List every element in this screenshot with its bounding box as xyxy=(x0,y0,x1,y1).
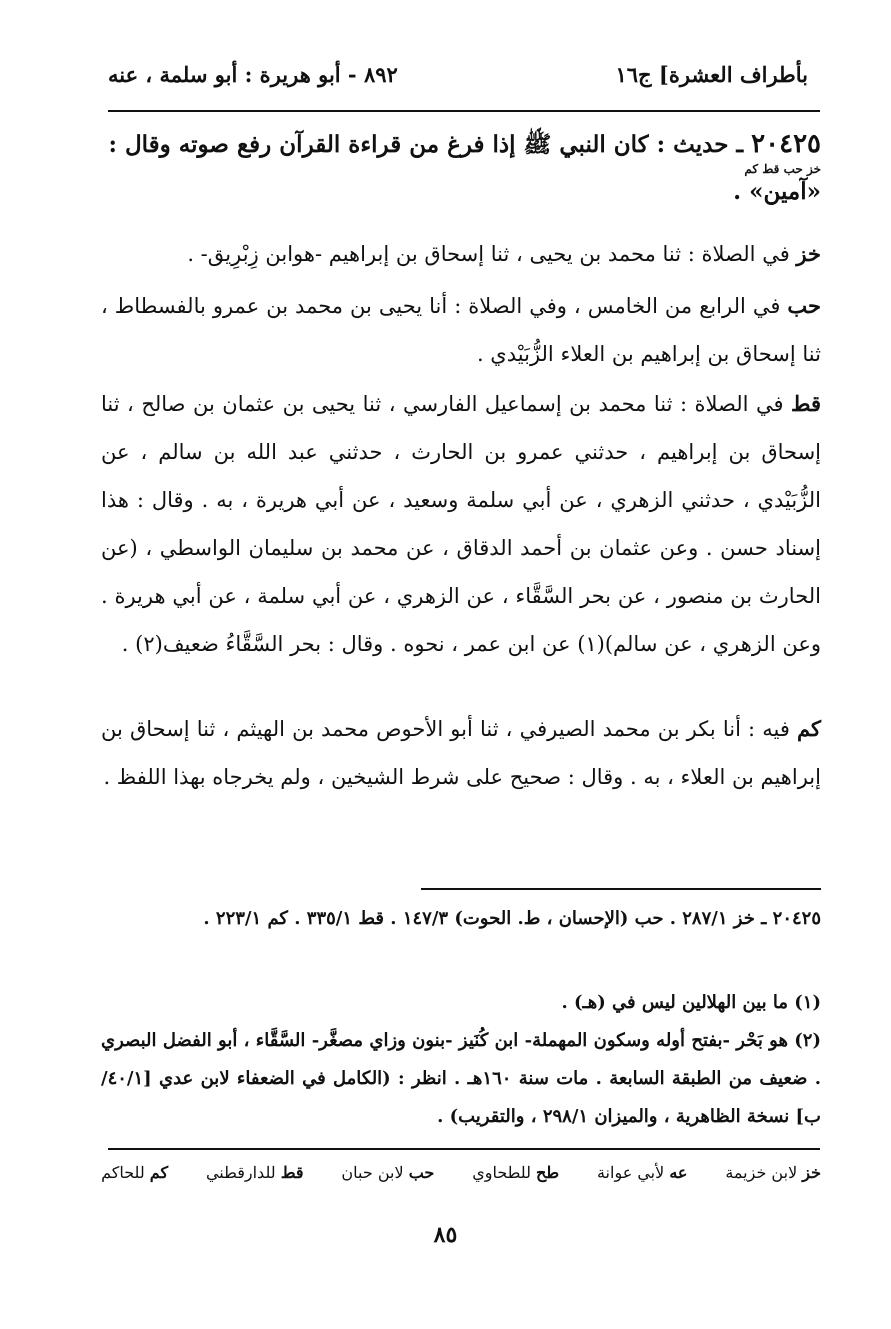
source-paragraph xyxy=(101,230,821,278)
footnote-rule xyxy=(421,888,821,890)
source-abbr: كم xyxy=(797,716,821,741)
source-abbr: قط xyxy=(791,391,821,416)
hadith-text: ـ حديث : كان النبي ﷺ إذا فرغ من قراءة القرآن رفع صوته وقال : xyxy=(108,131,752,158)
source-abbr: حب xyxy=(787,293,821,318)
legend-item: خز لابن خزيمة xyxy=(725,1163,821,1182)
footnote-reference: ٢٠٤٢٥ ـ خز ٢٨٧/١ . حب (الإحسان ، ط. الحوت) ١٤٧/٣ . قط ٣٣٥/١ . كم ٢٢٣/١ . xyxy=(203,908,821,929)
legend-item: قط للدارقطني xyxy=(205,1163,304,1182)
source-paragraph xyxy=(101,705,821,801)
footnote-1: (١) ما بين الهلالين ليس في (هـ) . xyxy=(561,992,821,1013)
header-context: ٨٩٢ - أبو هريرة : أبو سلمة ، عنه xyxy=(108,62,398,87)
source-paragraph xyxy=(101,380,821,668)
source-text: فيه : أنا بكر بن محمد الصيرفي ، ثنا أبو الأحوص محمد بن الهيثم ، ثنا إسحاق بن إبراهيم بن العلاء ، به . وقال : صحيح على شرط الشيخين ، ولم يخرجاه بهذا اللفظ . xyxy=(101,717,821,789)
page-number: ٨٥ xyxy=(433,1222,458,1248)
legend-item: طح للطحاوي xyxy=(472,1163,560,1182)
source-text: في الرابع من الخامس ، وفي الصلاة : أنا يحيى بن محمد بن عمرو بالفسطاط ، ثنا إسحاق بن إبراهيم بن العلاء الزُّبَيْدي . xyxy=(101,294,821,366)
hadith-number: ٢٠٤٢٥ xyxy=(751,129,821,159)
source-paragraph xyxy=(101,282,821,378)
hadith-heading xyxy=(101,128,821,161)
legend-item: عه لأبي عوانة xyxy=(596,1163,688,1182)
legend-item: كم للحاكم xyxy=(101,1163,169,1182)
legend-rule xyxy=(108,1148,820,1150)
source-text: في الصلاة : ثنا محمد بن إسماعيل الفارسي ، ثنا يحيى بن عثمان بن صالح ، ثنا إسحاق بن إبراهيم ، حدثني عمرو بن الحارث ، حدثني عبد الله بن سالم ، عن الزُّبَيْدي ، حدثني الزهري ، عن أبي سلمة وسعيد ، عن أبي هريرة ، به . وقال : هذا إسناد حسن . وعن عثمان بن أحمد الدقاق ، عن محمد بن سليمان الواسطي ، (عن الحارث بن منصور ، عن بحر السَّقَّاء ، عن الزهري ، عن أبي سلمة ، عن أبي هريرة . وعن الزهري ، عن سالم)(١) عن ابن عمر ، نحوه . وقال : بحر السَّقَّاءُ ضعيف(٢) . xyxy=(101,392,821,656)
running-header xyxy=(108,56,808,90)
abbreviation-legend xyxy=(101,1163,821,1182)
header-book-title: بأطراف العشرة] ج١٦ xyxy=(615,62,808,87)
footnote-2: (٢) هو بَحْر -بفتح أوله وسكون المهملة- ابن كُنَيز -بنون وزاي مصغَّر- السَّقَّاء ، أبو الفضل البصري . ضعيف من الطبقة السابعة . مات سنة ١٦٠هـ . انظر : (الكامل في الضعفاء لابن عدي [٤٠/١/ب] نسخة الظاهرية ، والميزان ٢٩٨/١ ، والتقريب) . xyxy=(101,1030,821,1127)
header-rule xyxy=(108,110,820,112)
source-text: في الصلاة : ثنا محمد بن يحيى ، ثنا إسحاق بن إبراهيم -هوابن زِبْرِيق- . xyxy=(187,242,797,266)
hadith-source-symbols: خز حب قط كم xyxy=(744,162,821,176)
legend-item: حب لابن حبان xyxy=(341,1163,435,1182)
hadith-quote: «آمين» . xyxy=(733,178,821,205)
source-abbr: خز xyxy=(796,241,821,266)
